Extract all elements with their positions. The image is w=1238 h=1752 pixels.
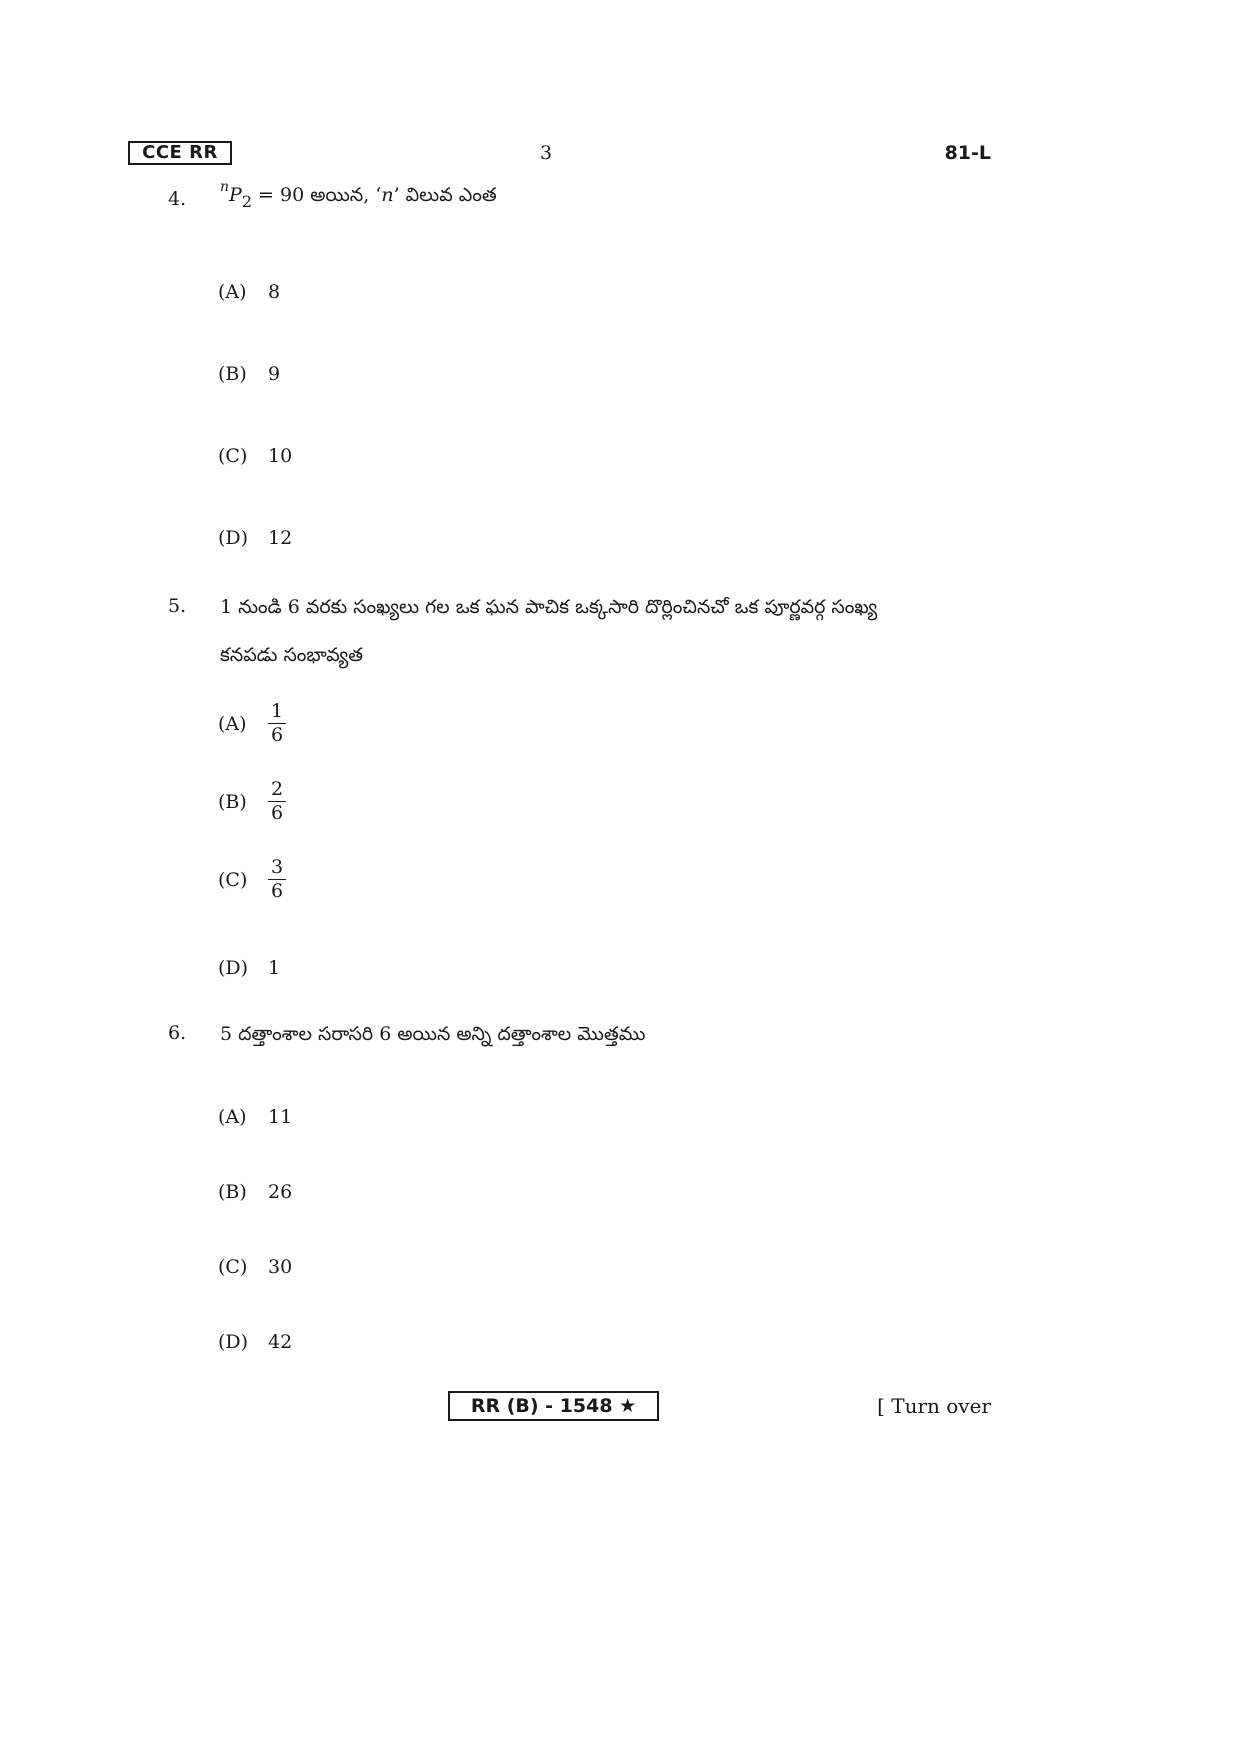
paper-code: 81-L — [944, 142, 991, 164]
question-5-text-line2: కనపడు సంభావ్యత — [220, 644, 363, 666]
option-label: (A) — [218, 281, 247, 303]
q4-option-a — [218, 281, 280, 303]
formula-variable: n — [381, 184, 394, 206]
option-value: 11 — [268, 1106, 293, 1128]
q6-option-c — [218, 1256, 292, 1278]
fraction-numerator: 3 — [268, 856, 286, 880]
fraction-denominator: 6 — [271, 880, 284, 902]
question-6-number: 6. — [168, 1022, 187, 1044]
turn-over-text: [ Turn over — [877, 1394, 991, 1418]
option-value: 12 — [268, 527, 293, 549]
q4-option-b — [218, 363, 280, 385]
q5-option-c — [218, 856, 286, 903]
q5-option-b — [218, 778, 286, 825]
q6-option-d — [218, 1331, 292, 1353]
option-value: 8 — [268, 281, 281, 303]
q5-option-a — [218, 700, 286, 747]
fraction — [268, 778, 286, 825]
option-label: (B) — [218, 1181, 247, 1203]
option-value: 26 — [268, 1181, 293, 1203]
fraction-numerator: 1 — [268, 700, 286, 724]
question-5-text-line1: 1 నుండి 6 వరకు సంఖ్యలు గల ఒక ఘన పాచిక ఒక్కసారి దొర్లించినచో ఒక పూర్ణవర్గ సంఖ్య — [220, 596, 878, 618]
q6-option-b — [218, 1181, 292, 1203]
option-label: (D) — [218, 957, 249, 979]
q4-option-d — [218, 527, 292, 549]
fraction — [268, 856, 286, 903]
footer-code-box: RR (B) - 1548 ★ — [448, 1391, 659, 1421]
fraction-numerator: 2 — [268, 778, 286, 802]
option-label: (C) — [218, 445, 248, 467]
option-label: (D) — [218, 1331, 249, 1353]
option-label: (C) — [218, 1256, 248, 1278]
q4-option-c — [218, 445, 292, 467]
question-4-number: 4. — [168, 188, 187, 210]
question-5-number: 5. — [168, 595, 187, 617]
formula-superscript: n — [220, 179, 230, 195]
option-label: (B) — [218, 790, 247, 813]
formula-subscript: 2 — [241, 192, 253, 211]
fraction — [268, 700, 286, 747]
q5-option-d — [218, 957, 280, 979]
option-label: (B) — [218, 363, 247, 385]
option-value: 30 — [268, 1256, 293, 1278]
page-number: 3 — [540, 142, 553, 164]
option-value: 42 — [268, 1331, 293, 1353]
question-6-text: 5 దత్తాంశాల సరాసరి 6 అయిన అన్ని దత్తాంశాల మొత్తము — [220, 1023, 646, 1045]
option-label: (A) — [218, 712, 247, 735]
q6-option-a — [218, 1106, 292, 1128]
formula-base: P — [229, 184, 242, 206]
question-4-text — [220, 179, 497, 211]
option-value: 10 — [268, 445, 293, 467]
fraction-denominator: 6 — [271, 724, 284, 746]
formula-rest: = 90 అయిన, ‘ — [252, 184, 382, 206]
option-label: (D) — [218, 527, 249, 549]
option-value: 1 — [268, 957, 281, 979]
option-label: (C) — [218, 868, 248, 891]
exam-tag-box: CCE RR — [128, 141, 232, 165]
fraction-denominator: 6 — [271, 802, 284, 824]
formula-tail: ’ విలువ ఎంత — [393, 184, 497, 206]
option-value: 9 — [268, 363, 281, 385]
option-label: (A) — [218, 1106, 247, 1128]
